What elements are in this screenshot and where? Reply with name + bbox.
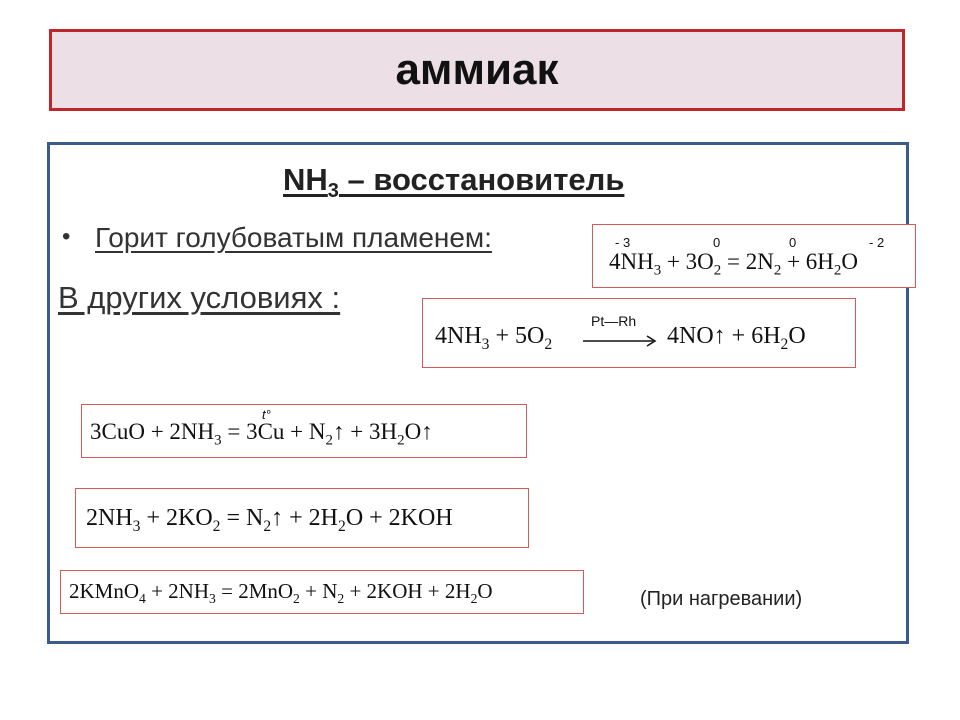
heating-condition: t° bbox=[262, 407, 271, 422]
slide-title: аммиак bbox=[395, 45, 559, 94]
equation-text: $2NH_3 + 2KO_2$ = $N_2↑ + 2H_2O + 2KOH$ bbox=[86, 505, 453, 535]
content-box bbox=[47, 142, 909, 644]
catalyst-label: Pt—Rh bbox=[591, 313, 637, 329]
equation-combustion bbox=[592, 224, 916, 288]
title-box bbox=[49, 29, 905, 111]
burning-text: Горит голубоватым пламенем: bbox=[95, 222, 492, 253]
bullet-icon: • bbox=[62, 223, 71, 250]
equation-rhs: 4NO↑ + $6H_2O$ bbox=[667, 323, 806, 353]
equation-permanganate bbox=[60, 570, 584, 614]
ox-state-n2: 0 bbox=[789, 235, 797, 250]
heading-text: – восстановитель bbox=[338, 162, 625, 197]
ox-state-o2: - 2 bbox=[869, 235, 885, 250]
other-conditions-text: В других условиях : bbox=[58, 280, 341, 315]
heading-formula: NH bbox=[283, 162, 328, 197]
ox-state-o: 0 bbox=[713, 235, 721, 250]
equation-text: $3CuO + 2NH_3 = 3Cu$ + $N_2↑$ + $3H_2O↑$ bbox=[90, 419, 433, 449]
equation-copper-oxide bbox=[81, 404, 527, 458]
reaction-arrow-icon bbox=[583, 335, 659, 347]
equation-catalytic-oxidation bbox=[422, 298, 856, 368]
ox-state-n: - 3 bbox=[615, 235, 631, 250]
section-heading bbox=[283, 162, 624, 203]
heading-subscript: 3 bbox=[327, 180, 339, 203]
heating-note: (При нагревании) bbox=[640, 588, 803, 610]
equation-potassium-superoxide bbox=[75, 488, 529, 548]
equation-text: 2KMnO$_4$ + $2NH_3 = 2MnO_2 + N_2 + 2KOH + 2H_2O$ bbox=[69, 579, 493, 607]
equation-lhs: $4NH_3 + 5O_2$ bbox=[435, 323, 553, 353]
equation-text: $4NH_3 + 3O_2 = 2N_2 + 6H_2O$ bbox=[609, 249, 859, 279]
